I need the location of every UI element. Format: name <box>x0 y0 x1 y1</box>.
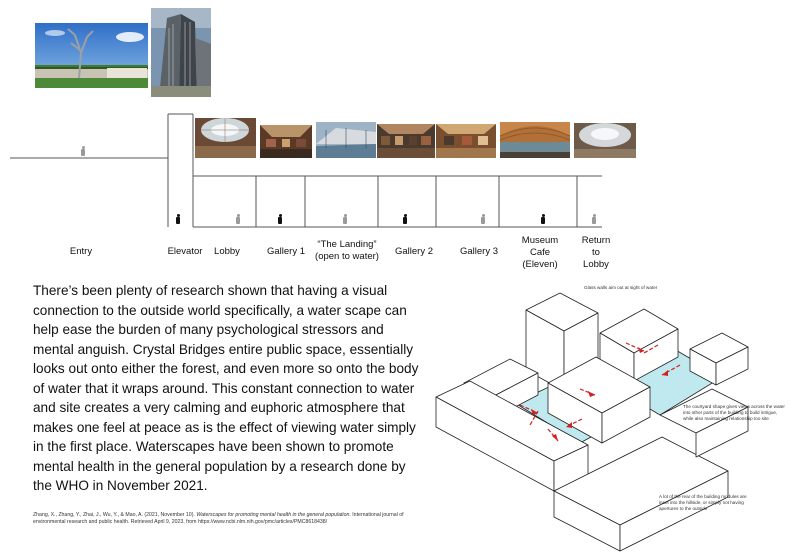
diagram-note-right: The courtyard shape gives views across the water into other parts of the building to build intrigue, while also maintaining relationship too site <box>683 404 785 421</box>
landing-photo <box>316 122 376 158</box>
stop-label-gallery-2: Gallery 2 <box>394 246 433 257</box>
museum-cafe-photo <box>500 122 570 158</box>
stop-label-landing: “The Landing” (open to water) <box>315 239 379 262</box>
person-icon-lobby <box>236 214 240 224</box>
citation-source: International journal of environmental research and public health. Retrieved April 9, 2023, from https://www.ncbi.nlm.nih.gov/pmc/articles/PMC8618438/ <box>33 512 404 526</box>
person-icon-gallery-1 <box>278 214 282 224</box>
diagram-note-top: Glass walls aim out at sight of water <box>584 285 658 290</box>
stop-label-gallery-3: Gallery 3 <box>459 246 498 257</box>
stop-label-cafe: Museum Cafe (Eleven) <box>521 235 559 270</box>
citation <box>33 512 428 526</box>
gallery-3-photo <box>436 124 496 158</box>
person-icon-gallery-2 <box>403 214 407 224</box>
stop-label-return: Return to Lobby <box>581 235 611 270</box>
gallery-2-photo <box>377 124 435 158</box>
person-icon-elevator <box>176 214 180 224</box>
stop-label-gallery-1: Gallery 1 <box>266 246 305 257</box>
stop-label-elevator: Elevator <box>167 246 203 257</box>
stop-label-lobby: Lobby <box>214 246 240 257</box>
person-icon-gallery-3 <box>481 214 485 224</box>
body-paragraph: There’s been plenty of research shown that having a visual connection to the outside world specifically, a water scape can help ease the burden of many psychological stressors and mental anguish. Crystal Bridges entire public space, essentially looks out onto either the forest, and even more so onto the body of water that it wraps around. This constant connection to water and site creates a very calming and euphoric atmosphere that makes one feel at peace as is the effect of viewing water simply in the first place. Waterscapes have been shown to promote mental health in the general population by a research done by the WHO in November 2021. <box>33 283 419 493</box>
person-icon-landing <box>343 214 347 224</box>
person-icon-return <box>592 214 596 224</box>
citation-title: Waterscapes for promoting mental health in the general population. <box>196 512 351 518</box>
stop-label-entry: Entry <box>69 246 93 257</box>
citation-authors: Zhang, X., Zhang, Y., Zhai, J., Wu, Y., & Mao, A. (2021, November 10). <box>33 512 197 518</box>
lobby-photo <box>195 118 256 158</box>
diagram-note-bottom: A lot of the rear of the building modules are inset into the hillside, or simply not having apertures to the outside <box>659 494 747 511</box>
person-icon-entry <box>81 146 85 156</box>
gallery-1-photo <box>260 125 312 158</box>
return-lobby-photo <box>574 123 636 158</box>
person-icon-cafe <box>541 214 545 224</box>
